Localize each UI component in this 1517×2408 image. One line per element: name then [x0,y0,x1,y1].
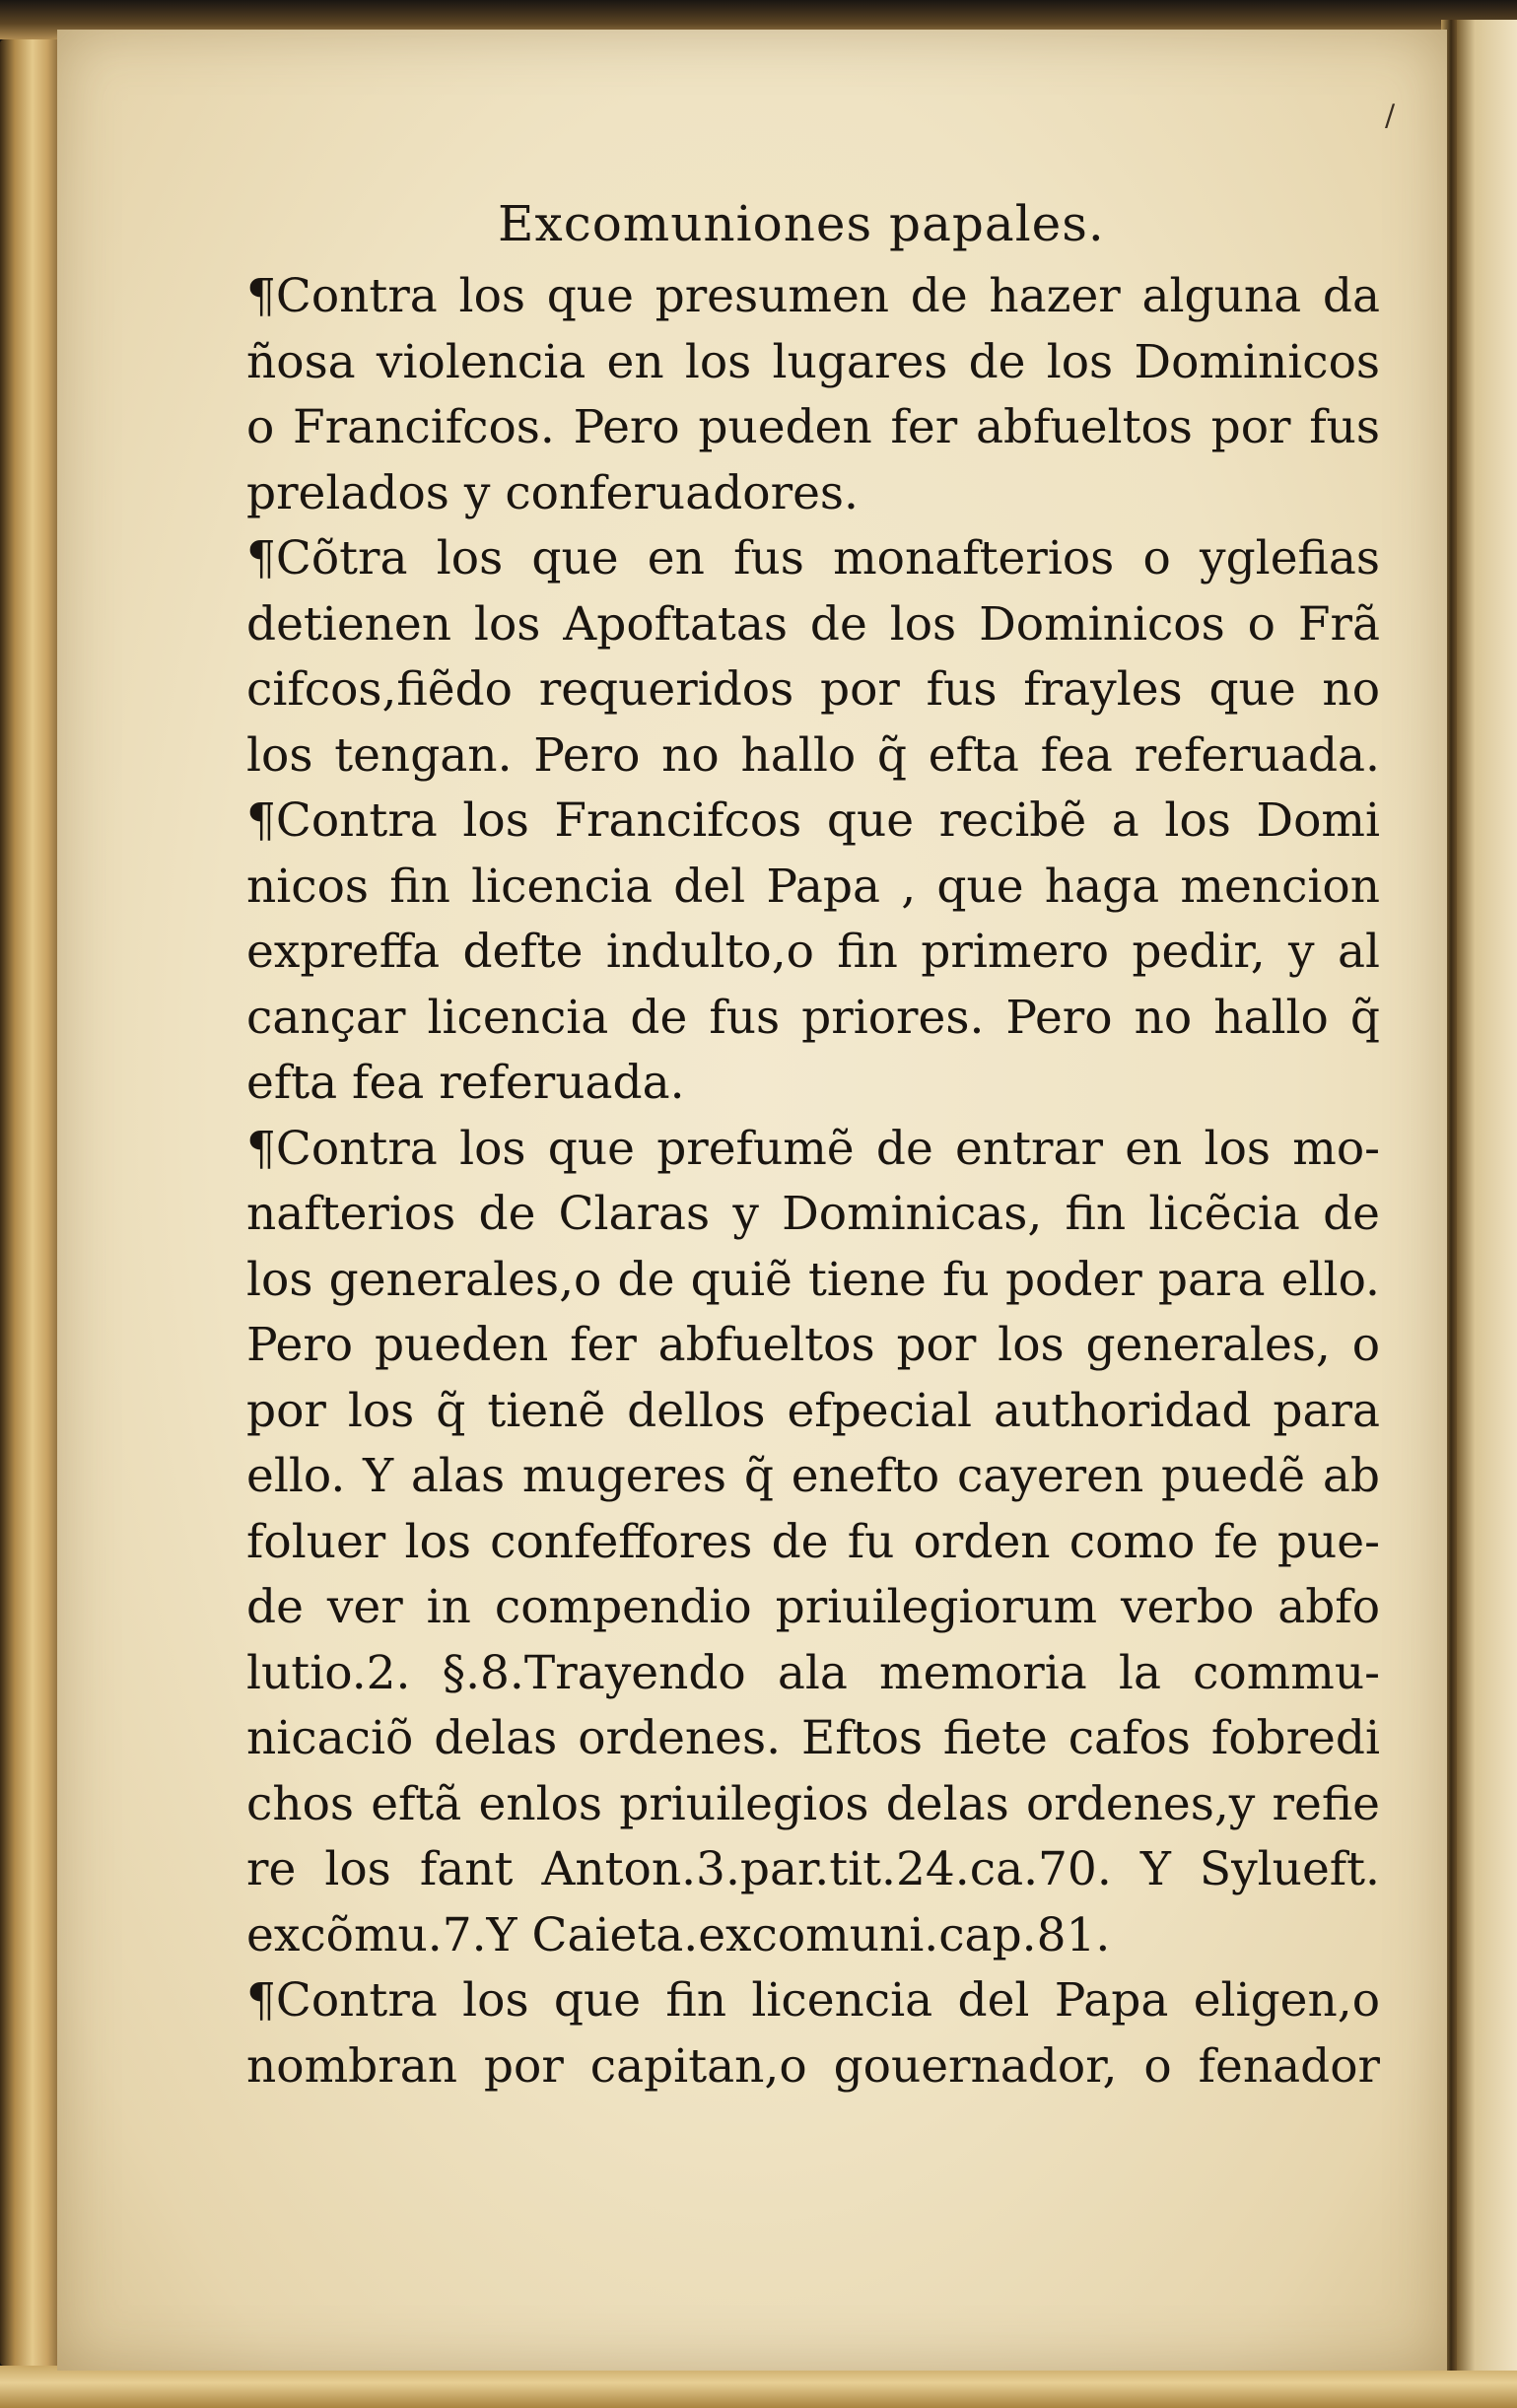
text-line: foluer los confeffores de fu orden como fe pue- [246,1514,1380,1569]
text-line: nafterios de Claras y Dominicas, fin licẽcia de [246,1187,1380,1241]
text-line: chos eftã enlos priuilegios delas ordenes,y refie [246,1776,1380,1831]
text-line: por los q̃ tienẽ dellos efpecial authoridad para [246,1383,1380,1438]
text-line: cançar licencia de fus priores. Pero no hallo q̃ [246,990,1380,1045]
text-line: ¶Cõtra los que en fus monafterios o yglefias [246,531,1380,585]
text-line: expreffa defte indulto,o fin primero pedir, y al [246,925,1380,979]
text-line: cifcos,fiẽdo requeridos por fus frayles que no [246,662,1380,717]
book-bottom-edge [0,2366,1517,2408]
text-line: re los fant Anton.3.par.tit.24.ca.70. Y Sylueft. [246,1842,1380,1896]
text-line: efta fea referuada. [246,1056,685,1110]
text-line: nicos fin licencia del Papa , que haga mencion [246,859,1380,914]
text-line: los generales,o de quiẽ tiene fu poder para ello. [246,1252,1380,1307]
text-line: los tengan. Pero no hallo q̃ efta fea referuada. [246,727,1380,783]
page-mark: / [1385,99,1396,133]
text-line: de ver in compendio priuilegiorum verbo abfo [246,1580,1380,1634]
text-line: ello. Y alas mugeres q̃ enefto cayeren puedẽ ab [246,1449,1380,1503]
text-block [246,264,1380,2099]
book-left-edge [0,39,59,2366]
text-line: prelados y conferuadores. [246,465,859,520]
text-line: nombran por capitan,o gouernador, o fenador [246,2038,1380,2094]
text-line: o Francifcos. Pero pueden fer abfueltos por fus [246,400,1380,454]
text-line: nicaciõ delas ordenes. Eftos fiete cafos fobredi [246,1711,1380,1765]
text-line: Pero pueden fer abfueltos por los generales, o [246,1318,1380,1372]
running-head: Excomuniones papales. [498,195,1105,252]
text-line: lutio.2. §.8.Trayendo ala memoria la commu- [246,1645,1380,1700]
text-line: ¶Contra los que presumen de hazer alguna da [246,269,1380,323]
text-line: ¶Contra los Francifcos que recibẽ a los Domi [246,793,1380,848]
text-line: ¶Contra los que prefumẽ de entrar en los mo- [246,1121,1380,1176]
text-line: detienen los Apoftatas de los Dominicos o Frã [246,596,1380,652]
text-line: ¶Contra los que fin licencia del Papa eligen,o [246,1973,1380,2028]
facing-page [1457,20,1517,2371]
text-line: excõmu.7.Y Caieta.excomuni.cap.81. [246,1907,1111,1962]
text-line: ñosa violencia en los lugares de los Dominicos [246,334,1380,389]
